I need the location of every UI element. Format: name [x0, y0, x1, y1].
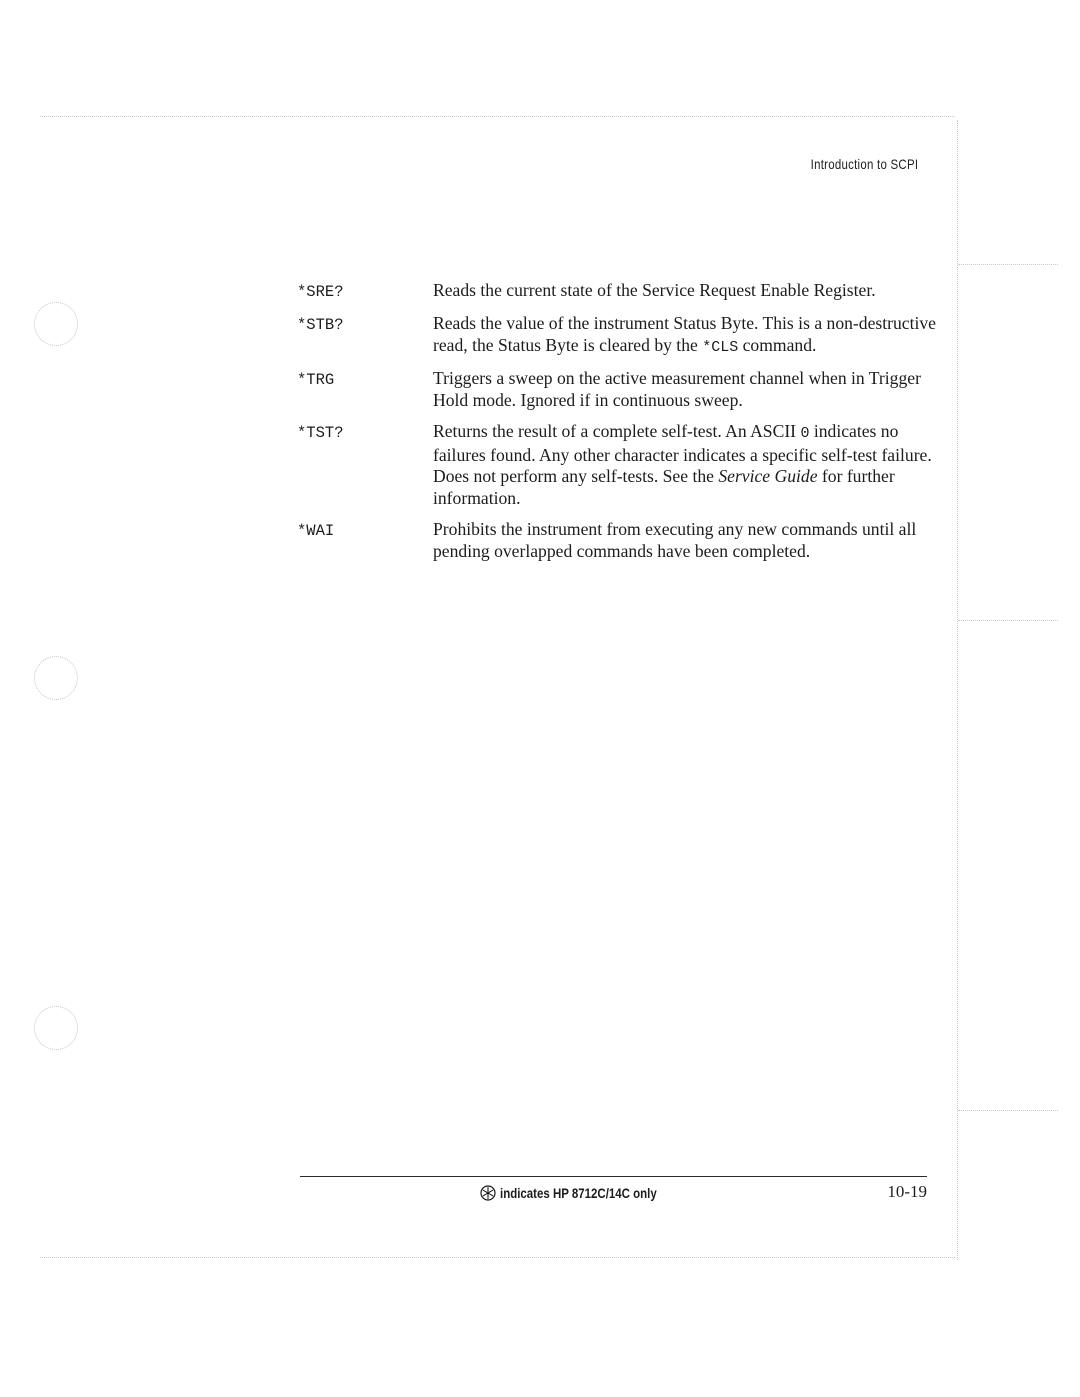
running-head: Introduction to SCPI — [810, 156, 918, 172]
footer-note-text: indicates HP 8712C/14C only — [500, 1185, 657, 1201]
document-title-reference: Service Guide — [718, 466, 818, 486]
tab-divider-2 — [958, 620, 1058, 621]
command-list — [297, 280, 937, 572]
description-text: for further information. — [433, 466, 895, 508]
description-text: Prohibits the instrument from executing any new commands until all pending overlapped commands have been completed. — [433, 519, 917, 561]
command-description — [433, 368, 937, 411]
description-text: indicates no failures found. Any other character indicates a specific self-test failure. Does not perform any self-tests. See the — [433, 421, 932, 486]
scan-edge-top — [40, 116, 955, 117]
command-description — [433, 519, 937, 562]
punch-hole-middle — [34, 656, 78, 700]
scan-edge-bottom — [40, 1257, 955, 1258]
command-name: *TRG — [297, 371, 335, 389]
snowflake-icon — [480, 1185, 496, 1201]
command-entry — [297, 280, 937, 303]
tab-divider-1 — [958, 264, 1058, 265]
command-name: *STB? — [297, 316, 344, 334]
command-name: *WAI — [297, 522, 335, 540]
punch-hole-bottom — [34, 1006, 78, 1050]
command-entry — [297, 313, 937, 358]
command-description — [433, 280, 937, 303]
inline-code: *CLS — [702, 338, 739, 356]
page-number: 10-19 — [887, 1182, 927, 1201]
command-description — [433, 313, 937, 358]
description-text: command. — [738, 334, 817, 355]
command-entry — [297, 519, 937, 562]
footer-rule — [300, 1176, 927, 1177]
description-text: Triggers a sweep on the active measurement channel when in Trigger Hold mode. Ignored if in continuous sweep. — [433, 368, 921, 410]
command-entry — [297, 368, 937, 411]
description-text: Returns the result of a complete self-test. An ASCII — [433, 421, 801, 441]
command-name: *TST? — [297, 424, 344, 442]
description-text: Reads the current state of the Service Request Enable Register. — [433, 280, 876, 300]
command-entry — [297, 421, 937, 509]
scan-edge-right — [957, 120, 958, 1260]
description-text: Reads the value of the instrument Status Byte. This is a non-destructive read, the Status Byte is cleared by the — [433, 313, 936, 355]
command-name: *SRE? — [297, 283, 344, 301]
punch-hole-top — [34, 302, 78, 346]
tab-divider-3 — [958, 1110, 1058, 1111]
command-description — [433, 421, 937, 509]
inline-code: 0 — [800, 425, 810, 442]
footer-note — [480, 1185, 691, 1201]
